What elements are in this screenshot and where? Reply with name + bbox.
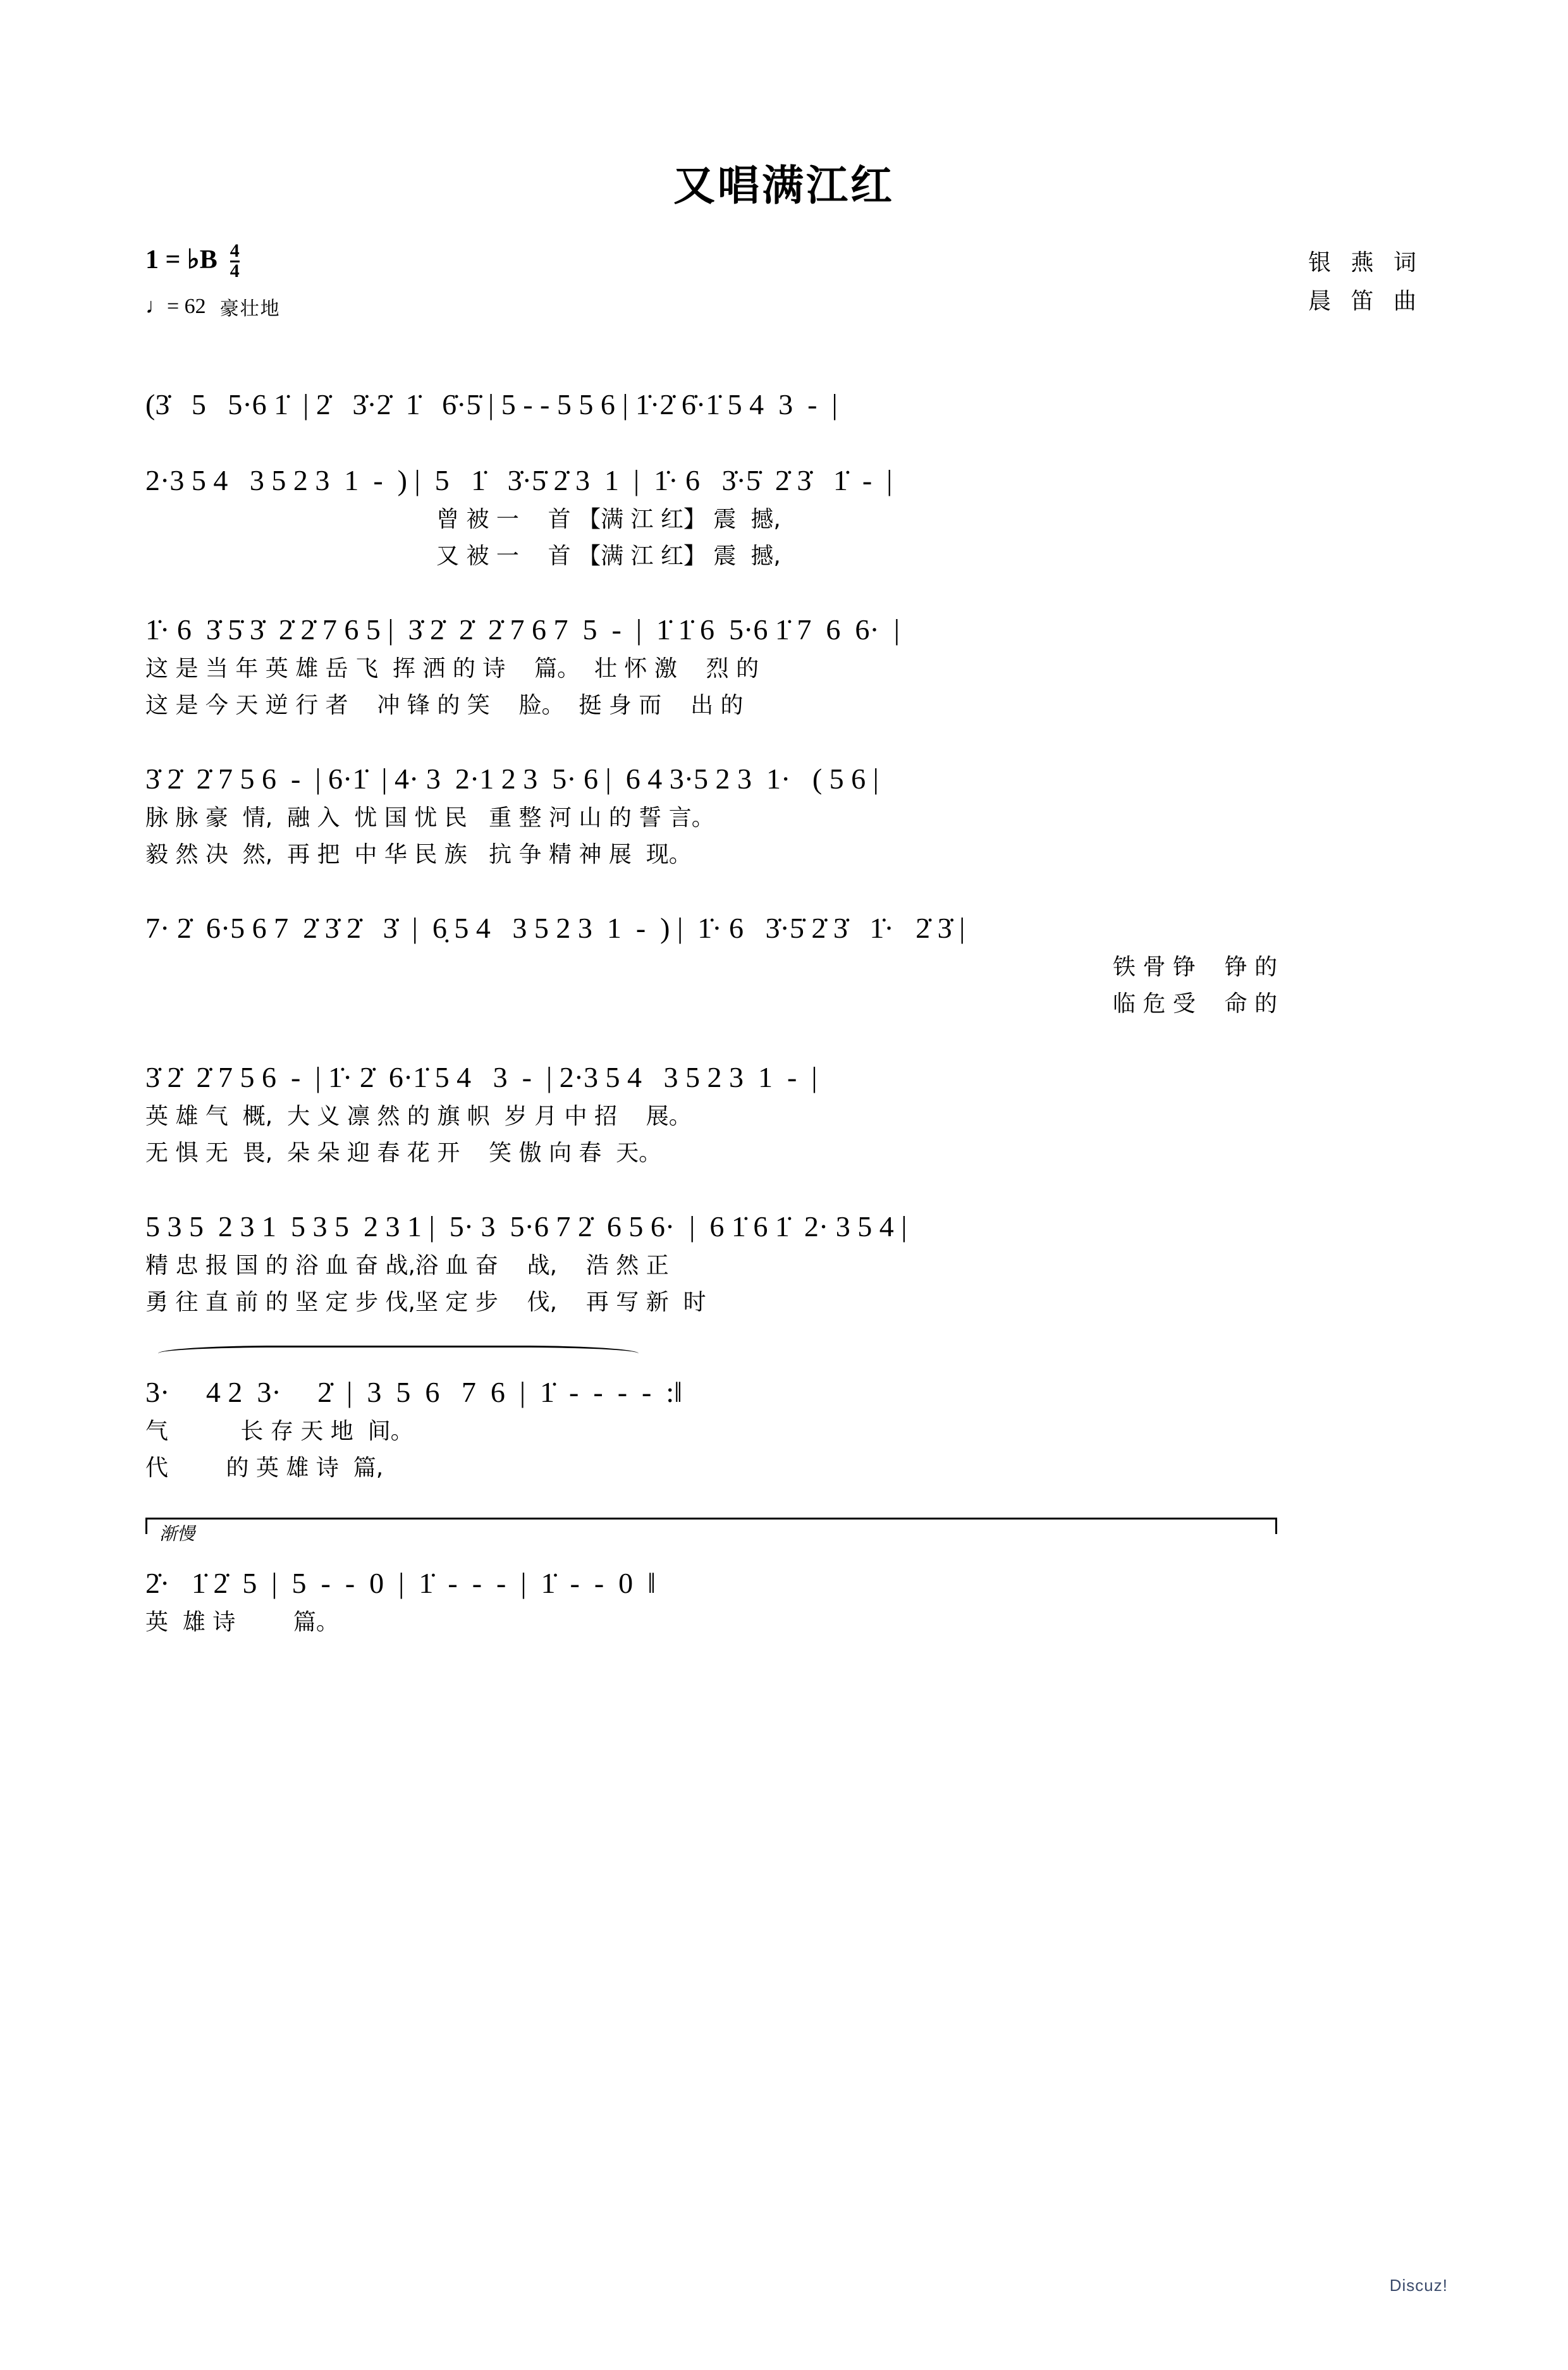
lyric-line: 毅 然 决 然, 再 把 中 华 民 族 抗 争 精 神 展 现。: [145, 842, 692, 868]
music-system: [145, 741, 1423, 869]
notation-line: (3̇ 5 5·6 1̇ | 2̇ 3̇·2̇ 1̇ 6̇·5̇ | 5 - - 5 5 6 | 1̇·2̇ 6̇·1̇ 5 4 3 - |: [145, 388, 838, 421]
notation-line: 3· 4 2 3· 2̇ | 3 5 6 7 6 | 1̇ - - - - :‖: [145, 1376, 683, 1408]
lyric-row: [145, 497, 1423, 534]
notation-line: 2·3 5 4 3 5 2 3 1 - ) | 5 1̇ 3̇·5̇ 2̇ 3 1 | 1̇· 6 3̇·5̇ 2̇ 3̇ 1̇ - |: [145, 464, 893, 496]
lyric-line: 临 危 受 命 的: [1113, 991, 1278, 1017]
lyric-row: [145, 1280, 1423, 1317]
rall-bracket: [145, 1518, 1423, 1545]
lyric-line: 勇 往 直 前 的 坚 定 步 伐,坚 定 步 伐, 再 写 新 时: [145, 1289, 706, 1315]
lyric-line: 这 是 当 年 英 雄 岳 飞 挥 洒 的 诗 篇。 壮 怀 激 烈 的: [145, 656, 759, 682]
lyric-line: 脉 脉 豪 情, 融 入 忧 国 忧 民 重 整 河 山 的 誓 言。: [145, 805, 714, 831]
notation-row: [145, 1545, 1423, 1600]
notation-line: 3̇ 2̇ 2̇ 7 5 6 - | 6·1̇ | 4· 3 2·1 2 3 5· 6 | 6 4 3·5 2 3 1· ( 5 6 |: [145, 763, 879, 795]
lyric-row: [145, 1131, 1423, 1167]
lyric-row: [145, 1094, 1423, 1131]
notation-line: 5 3 5 2 3 1 5 3 5 2 3 1 | 5· 3 5·6 7 2̇ 6 5 6· | 6 1̇ 6 1̇ 2· 3 5 4 |: [145, 1210, 907, 1243]
page-title: 又唱满江红: [673, 161, 895, 210]
mood-marking: 豪壮地: [219, 298, 281, 320]
lyric-row: [145, 646, 1423, 683]
music-system: [145, 592, 1423, 720]
sheet-music-page: [0, 152, 1568, 2370]
notation-row: [145, 592, 1423, 646]
notation-row: [145, 443, 1423, 497]
key-tempo-block: [145, 240, 281, 321]
lyric-row: [145, 832, 1423, 869]
lyric-line: 精 忠 报 国 的 浴 血 奋 战,浴 血 奋 战, 浩 然 正: [145, 1253, 669, 1279]
notation-row: [145, 890, 1423, 945]
lyricist-credit: 银 燕 词: [1308, 250, 1423, 276]
music-system: [145, 367, 1423, 421]
lyric-line: 英 雄 诗 篇。: [145, 1609, 339, 1635]
credits-block: [1308, 243, 1423, 321]
rall-label: 渐慢: [159, 1523, 195, 1544]
music-systems: [0, 367, 1568, 1636]
watermark: Discuz!: [1389, 2276, 1448, 2295]
music-system: [145, 1189, 1423, 1317]
lyric-line: 这 是 今 天 逆 行 者 冲 锋 的 笑 脸。 挺 身 而 出 的: [145, 692, 744, 718]
lyric-row: [145, 1600, 1423, 1636]
composer-credit: 晨 笛 曲: [1308, 288, 1423, 315]
music-system: [145, 890, 1423, 1018]
notation-row: [145, 741, 1423, 795]
notation-row: [145, 367, 1423, 421]
key-signature-line: [145, 240, 281, 281]
score-header: [0, 237, 1568, 332]
lyric-line: 铁 骨 铮 铮 的: [1113, 954, 1278, 980]
music-system: [145, 1040, 1423, 1167]
lyric-line: 又 被 一 首 【满 江 红】 震 撼,: [436, 543, 781, 569]
lyric-row: [145, 1409, 1423, 1446]
tempo-line: [145, 293, 281, 321]
music-system: [145, 443, 1423, 570]
lyric-row: [145, 795, 1423, 832]
lyric-row: [145, 1446, 1423, 1482]
lyric-row: [145, 683, 1423, 720]
music-system: [145, 1346, 1423, 1482]
time-signature-denominator: 4: [230, 260, 240, 281]
notation-row: [145, 1189, 1423, 1243]
notation-row: [145, 1346, 1423, 1409]
notation-line: 7· 2̇ 6·5 6 7 2̇ 3̇ 2̇ 3̇ | 6̣ 5 4 3 5 2 3 1 - ) | 1̇· 6 3̇·5̇ 2̇ 3̇ 1̇· 2̇ 3̇ |: [145, 912, 965, 944]
slur-mark: [158, 1346, 639, 1361]
key-signature: 1 = ♭B: [145, 245, 217, 274]
music-system: [145, 1518, 1423, 1636]
lyric-row: [145, 1243, 1423, 1280]
lyric-line: 无 惧 无 畏, 朵 朵 迎 春 花 开 笑 傲 向 春 天。: [145, 1140, 662, 1166]
lyric-line: 曾 被 一 首 【满 江 红】 震 撼,: [436, 507, 781, 532]
time-signature: [230, 242, 240, 280]
lyric-line: 英 雄 气 概, 大 义 凛 然 的 旗 帜 岁 月 中 招 展。: [145, 1103, 692, 1129]
lyric-line: 气 长 存 天 地 间。: [145, 1418, 413, 1444]
lyric-row: [145, 981, 1423, 1018]
tempo-marking: ♩= 62: [145, 295, 206, 318]
lyric-row: [145, 945, 1423, 981]
notation-line: 3̇ 2̇ 2̇ 7 5 6 - | 1̇· 2̇ 6·1̇ 5 4 3 - | 2·3 5 4 3 5 2 3 1 - |: [145, 1061, 818, 1093]
notation-line: 1̇· 6 3̇ 5̇ 3̇ 2̇ 2̇ 7 6 5 | 3̇ 2̇ 2̇ 2̇ 7 6 7 5 - | 1̇ 1̇ 6 5·6 1̇ 7 6 6· |: [145, 613, 900, 646]
time-signature-numerator: 4: [230, 240, 240, 261]
notation-row: [145, 1040, 1423, 1094]
lyric-row: [145, 534, 1423, 570]
notation-line: 2̇· 1̇ 2̇ 5 | 5 - - 0 | 1̇ - - - | 1̇ - - 0 ‖: [145, 1567, 656, 1599]
lyric-line: 代 的 英 雄 诗 篇,: [145, 1455, 384, 1481]
